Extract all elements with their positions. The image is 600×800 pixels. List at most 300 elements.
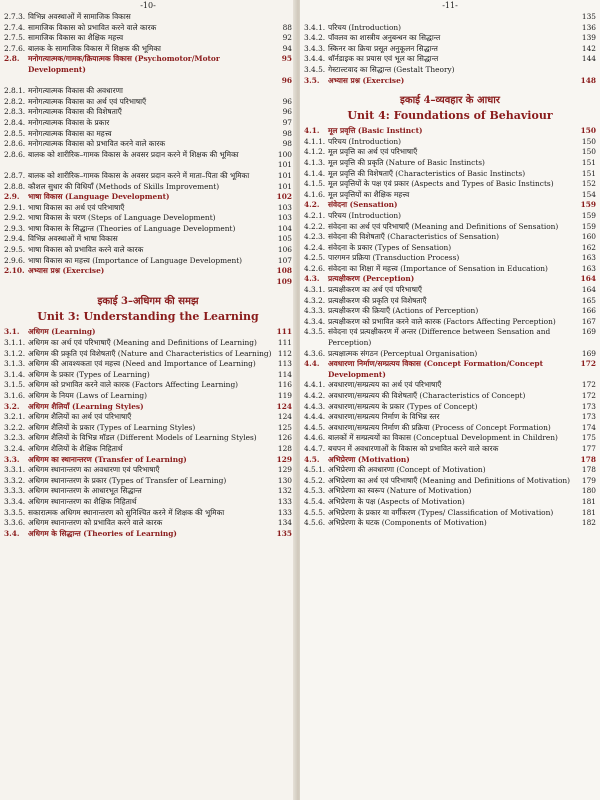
- toc-entry: [4, 245, 292, 256]
- toc-entry-page: 172: [581, 391, 596, 400]
- toc-entry-page: 150: [580, 126, 596, 136]
- toc-entry-title: अभ्यास प्रश्न (Exercise): [28, 266, 105, 276]
- toc-entry: [4, 171, 292, 182]
- toc-entry-number: 3.3.2.: [4, 475, 26, 485]
- toc-entry-title: अभिप्रेरणा के प्रकार या वर्गीकरण (Types/ Classification of Motivation): [328, 507, 554, 517]
- toc-entry-page: 173: [581, 412, 596, 422]
- toc-entry-number: 4.5.4.: [304, 496, 326, 506]
- toc-entry-page: 106: [277, 245, 292, 255]
- toc-entry-title: संवेदना का शिक्षा में महत्त्व (Importance of Sensation in Education): [328, 263, 548, 273]
- toc-entry-title: अभिप्रेरणा के घटक (Components of Motivation): [328, 518, 487, 528]
- toc-entry-number: 4.4.5.: [304, 422, 326, 432]
- toc-entry-title: बालक को शारीरिक–गामक विकास के अवसर प्रदान करने में शिक्षक की भूमिका: [28, 149, 239, 159]
- toc-entry-page: 152: [581, 179, 596, 189]
- toc-entry-title: अवधारणा/सम्प्रत्यय की विशेषताएँ (Characteristics of Concept): [328, 391, 526, 400]
- toc-entry-number: 2.7.4.: [4, 22, 26, 32]
- toc-entry-number: 3.3.3.: [4, 486, 26, 496]
- toc-entry: [4, 234, 292, 245]
- toc-entry-page: 175: [581, 433, 596, 443]
- toc-entry-number: 4.4.: [304, 359, 320, 369]
- toc-entry-title: प्रत्यक्षीकरण को प्रभावित करने वाले कारक (Factors Affecting Perception): [328, 316, 556, 326]
- toc-entry-number: 3.4.2.: [304, 33, 326, 43]
- toc-entry: [304, 349, 596, 360]
- toc-entry-title: अधिगम स्थानान्तरण के आधारभूत सिद्धान्त: [28, 486, 142, 496]
- toc-entry-title: बचपन में अवधारणाओं के विकास को प्रभावित करने वाले कारक: [328, 443, 499, 453]
- toc-entry-page: 130: [277, 475, 292, 485]
- toc-entry: [4, 182, 292, 193]
- toc-entry-number: 4.3.6.: [304, 348, 326, 358]
- toc-entry-number: 3.1.1.: [4, 338, 26, 348]
- toc-entry-number: 4.4.4.: [304, 412, 326, 422]
- toc-entry-title: संवेदना (Sensation): [328, 200, 398, 210]
- toc-entry-title: बालक को शारीरिक–गामक विकास के अवसर प्रदान करने में माता–पिता की भूमिका: [28, 170, 250, 180]
- toc-entry-number: 3.2.1.: [4, 412, 26, 422]
- toc-entry-page: 172: [581, 380, 596, 390]
- toc-entry-page: 104: [277, 223, 292, 233]
- toc-entry: [304, 23, 596, 34]
- toc-entry-title: कौशल सुधार की विधियाँ (Methods of Skills Improvement): [28, 181, 220, 191]
- toc-entry: [4, 476, 292, 487]
- toc-entry-page: 164: [580, 274, 596, 284]
- toc-entry-page: 124: [276, 401, 292, 411]
- toc-entry-number: 3.3.5.: [4, 507, 26, 517]
- toc-entry-page: 167: [581, 316, 596, 326]
- toc-entry-title: अधिगम शैलियों के प्रकार (Types of Learning Styles): [28, 422, 196, 432]
- toc-entry: [304, 317, 596, 328]
- toc-entry-number: 4.4.2.: [304, 391, 326, 400]
- toc-entry-title: भाषा विकास (Language Development): [28, 192, 170, 202]
- toc-entry-title: मनोगत्यात्मक विकास को प्रभावित करने वाले कारक: [28, 139, 166, 149]
- toc-section-heading: [4, 277, 292, 288]
- toc-entry-page: 116: [277, 380, 292, 390]
- toc-entry: [4, 118, 292, 129]
- toc-entry-title: अधिगम की प्रकृति एवं विशेषताएँ (Nature and Characteristics of Learning): [28, 348, 272, 358]
- toc-entry-number: 3.1.4.: [4, 369, 26, 379]
- toc-entry-number: 2.8.3.: [4, 107, 26, 117]
- toc-entry: [304, 285, 596, 296]
- toc-entry: [4, 107, 292, 118]
- toc-entry-page: 133: [277, 496, 292, 506]
- toc-entry-title: प्रत्यक्षीकरण का अर्थ एवं परिभाषाएँ: [328, 285, 422, 295]
- toc-entry-title: बालकों में सम्प्रत्ययों का विकास (Conceptual Development in Children): [328, 433, 558, 443]
- toc-entry-title: संवेदना के प्रकार (Types of Sensation): [328, 242, 452, 252]
- toc-entry: [4, 497, 292, 508]
- toc-entry-title: संवेदना एवं प्रत्यक्षीकरण में अन्तर (Difference between Sensation and Perception): [328, 327, 551, 348]
- toc-entry-page: 134: [277, 518, 292, 528]
- toc-entry-page: 103: [277, 213, 292, 223]
- toc-entry-page: 159: [580, 200, 596, 210]
- toc-entry: [4, 224, 292, 235]
- toc-entry: [4, 518, 292, 529]
- toc-entry-number: 3.4.1.: [304, 22, 326, 32]
- toc-entry-number: 4.4.3.: [304, 401, 326, 411]
- toc-entry: [4, 508, 292, 519]
- toc-entry-title: बालक के सामाजिक विकास में शिक्षक की भूमिका: [28, 43, 161, 53]
- toc-entry-number: 4.3.5.: [304, 327, 326, 337]
- toc-entry: [4, 380, 292, 391]
- toc-entry-number: 4.1.6.: [304, 189, 326, 199]
- toc-entry-number: 2.8.6.: [4, 139, 26, 149]
- toc-entry-title: प्रत्यक्षीकरण की क्रियाएँ (Actions of Perception): [328, 306, 479, 316]
- toc-entry: [4, 23, 292, 34]
- toc-entry-page: 151: [581, 168, 596, 178]
- toc-entry-page: 169: [581, 348, 596, 358]
- toc-entry-number: 2.9.5.: [4, 245, 26, 255]
- toc-entry: [304, 476, 596, 487]
- toc-entry-page: 181: [581, 507, 596, 517]
- toc-entry-title: अवधारणा/सम्प्रत्यय निर्माण की प्रक्रिया (Process of Concept Formation): [328, 422, 551, 432]
- toc-entry: [304, 179, 596, 190]
- toc-entry-number: 4.1.4.: [304, 168, 326, 178]
- toc-entry-page: 96: [282, 96, 292, 106]
- toc-entry: [4, 203, 292, 214]
- toc-entry-title: मूल प्रवृत्तियों के पक्ष एवं प्रकार (Aspects and Types of Basic Instincts): [328, 179, 554, 189]
- toc-entry-title: अधिगम शैलियों के विभिन्न मॉडल (Different Models of Learning Styles): [28, 433, 257, 443]
- toc-entry-title: अभिप्रेरणा का अर्थ एवं परिभाषाएँ (Meaning and Definitions of Motivation): [328, 475, 571, 485]
- toc-entry-page: 111: [277, 338, 292, 348]
- toc-entry-title: अभिप्रेरणा का स्वरूप (Nature of Motivation): [328, 486, 472, 496]
- toc-entry-page: 166: [581, 306, 596, 316]
- toc-entry-page: 163: [581, 263, 596, 273]
- toc-entry-page: 151: [581, 157, 596, 167]
- toc-entry-title: अवधारणा/सम्प्रत्यय का अर्थ एवं परिभाषाएँ: [328, 380, 442, 390]
- toc-entry-title: मनोगत्यात्मक विकास का महत्त्व: [28, 128, 112, 138]
- toc-entry-number: 2.9.1.: [4, 202, 26, 212]
- toc-entry: [4, 139, 292, 150]
- toc-entry-title: संवेदना की विशेषताएँ (Characteristics of Sensation): [328, 232, 500, 242]
- toc-entry-page: 132: [277, 486, 292, 496]
- toc-entry: [304, 306, 596, 317]
- toc-entry-number: 3.3.6.: [4, 518, 26, 528]
- toc-entry-title: मनोगत्यात्मक विकास का अर्थ एवं परिभाषाएँ: [28, 96, 147, 106]
- toc-entry-title: भाषा विकास को प्रभावित करने वाले कारक: [28, 245, 144, 255]
- toc-entry-number: 3.2.4.: [4, 443, 26, 453]
- toc-entry-title: विभिन्न अवस्थाओं में सामाजिक विकास: [28, 12, 131, 21]
- toc-entry: [304, 486, 596, 497]
- toc-list: [0, 12, 296, 287]
- toc-entry-number: 4.5.: [304, 454, 320, 464]
- toc-entry-title: मूल प्रवृत्तियों का शैक्षिक महत्त्व: [328, 189, 410, 199]
- toc-entry: [4, 12, 292, 23]
- toc-entry-number: 4.4.7.: [304, 443, 326, 453]
- toc-entry-page: 180: [581, 486, 596, 496]
- toc-entry-title: अधिगम स्थानान्तरण के प्रकार (Types of Transfer of Learning): [28, 475, 227, 485]
- toc-entry-page: 92: [282, 33, 292, 43]
- toc-entry-number: 3.4.5.: [304, 64, 326, 74]
- toc-entry-page: 178: [580, 454, 596, 464]
- toc-entry-title: अभिप्रेरणा (Motivation): [328, 454, 410, 464]
- toc-entry: [4, 338, 292, 349]
- toc-entry-number: 2.8.1.: [4, 86, 26, 96]
- toc-entry-number: 3.2.3.: [4, 433, 26, 443]
- toc-entry-number: 3.4.3.: [304, 43, 326, 53]
- toc-entry-title: अभिप्रेरणा के पक्ष (Aspects of Motivation): [328, 496, 465, 506]
- toc-entry-title: भाषा विकास का महत्त्व (Importance of Language Development): [28, 255, 243, 265]
- toc-entry-number: 2.8.7.: [4, 170, 26, 180]
- toc-section-heading: [4, 529, 292, 540]
- toc-entry-number: 2.8.5.: [4, 128, 26, 138]
- toc-entry-page: 129: [276, 454, 292, 464]
- toc-section-heading: [304, 76, 596, 87]
- toc-entry-number: 4.2.: [304, 200, 320, 210]
- toc-entry-page: 88: [282, 22, 292, 32]
- toc-entry-page: 97: [282, 117, 292, 127]
- toc-entry-number: 4.1.5.: [304, 179, 326, 189]
- toc-entry-page: 133: [277, 507, 292, 517]
- toc-entry: [304, 264, 596, 275]
- toc-entry: [304, 465, 596, 476]
- toc-entry-title: सकारात्मक अधिगम स्थानान्तरण को सुनिश्चित करने में शिक्षक की भूमिका: [28, 507, 225, 517]
- toc-entry-title: गेस्टाल्टवाद का सिद्धान्त (Gestalt Theory): [328, 64, 455, 74]
- toc-entry-page: 109: [276, 276, 292, 286]
- toc-entry-page: 98: [282, 128, 292, 138]
- toc-entry-page: 111: [276, 327, 292, 337]
- toc-entry-page: 95: [281, 54, 292, 64]
- toc-entry-title: मूल प्रवृत्ति की प्रकृति (Nature of Basic Instincts): [328, 157, 485, 167]
- toc-entry-title: सामाजिक विकास का शैक्षिक महत्त्व: [28, 33, 124, 43]
- toc-entry-title: मनोगत्यात्मक विकास के प्रकार: [28, 117, 110, 127]
- toc-entry: [304, 253, 596, 264]
- toc-entry-number: 3.4.4.: [304, 54, 326, 64]
- toc-section-heading: [304, 200, 596, 211]
- toc-entry-page: 179: [581, 475, 596, 485]
- toc-entry-number: 4.5.1.: [304, 465, 326, 475]
- toc-entry-title: अधिगम के सिद्धान्त (Theories of Learning): [28, 528, 177, 538]
- toc-entry-page: 105: [277, 234, 292, 244]
- toc-entry-number: 4.5.5.: [304, 507, 326, 517]
- toc-entry-number: 3.3.1.: [4, 465, 26, 475]
- toc-entry-title: अधिगम के प्रकार (Types of Learning): [28, 369, 150, 379]
- toc-entry-number: 2.8.2.: [4, 96, 26, 106]
- toc-entry-page: 101: [277, 181, 292, 191]
- toc-entry: [304, 222, 596, 233]
- toc-entry-title: अधिगम के नियम (Laws of Learning): [28, 391, 148, 400]
- chapter-title-english: Unit 4: Foundations of Behaviour: [347, 109, 553, 123]
- toc-entry-title: मूल प्रवृत्ति की विशेषताएँ (Characteristics of Basic Instincts): [328, 168, 526, 178]
- toc-entry-page: 178: [581, 465, 596, 475]
- toc-entry-number: 3.5.: [304, 75, 320, 85]
- toc-entry-number: 3.1.6.: [4, 391, 26, 400]
- page-number: -11-: [442, 1, 458, 10]
- toc-entry-title: अधिगम शैलियों के शैक्षिक निहितार्थ: [28, 443, 123, 453]
- toc-list: [300, 126, 600, 529]
- toc-entry-page: 159: [581, 210, 596, 220]
- toc-entry-title: स्किनर का क्रिया प्रसूत अनुकूलन सिद्धान्त: [328, 43, 438, 53]
- toc-entry-number: 4.4.6.: [304, 433, 326, 443]
- toc-entry-number: 4.5.6.: [304, 518, 326, 528]
- toc-entry-title: मनोगत्यात्मक विकास की अवधारणा: [28, 86, 123, 96]
- toc-entry-number: 2.8.: [4, 54, 20, 64]
- left-page: [0, 0, 296, 800]
- toc-entry-number: 2.8.4.: [4, 117, 26, 127]
- toc-entry-page: 113: [277, 359, 292, 369]
- toc-entry-number: 4.1.1.: [304, 136, 326, 146]
- toc-entry-number: 2.7.3.: [4, 12, 26, 21]
- toc-entry-page: 177: [581, 443, 596, 453]
- toc-entry-number: 2.9.: [4, 192, 20, 202]
- toc-entry-page: 102: [276, 192, 292, 202]
- toc-entry-number: 2.9.6.: [4, 255, 26, 265]
- toc-entry-page: 142: [581, 43, 596, 53]
- toc-section-heading: [4, 327, 292, 338]
- toc-entry: [304, 147, 596, 158]
- toc-entry: [304, 243, 596, 254]
- toc-entry-page: 98: [282, 139, 292, 149]
- toc-entry-page: 165: [581, 295, 596, 305]
- toc-entry-page: 173: [581, 401, 596, 411]
- toc-entry-page: 107: [277, 255, 292, 265]
- toc-entry-page: 163: [581, 253, 596, 263]
- toc-entry-page: 150: [581, 147, 596, 157]
- toc-entry: [4, 86, 292, 97]
- toc-entry-page: 112: [277, 348, 292, 358]
- toc-entry-number: 3.3.4.: [4, 496, 26, 506]
- toc-entry-page: 119: [277, 391, 292, 400]
- toc-entry-number: 3.1.: [4, 327, 20, 337]
- toc-list: [0, 327, 296, 539]
- toc-entry-number: 2.7.5.: [4, 33, 26, 43]
- toc-entry-page: 148: [580, 75, 596, 85]
- toc-entry-title: भाषा विकास के सिद्धान्त (Theories of Language Development): [28, 223, 236, 233]
- toc-entry: [304, 412, 596, 423]
- toc-entry-number: 4.4.1.: [304, 380, 326, 390]
- toc-entry-number: 2.9.2.: [4, 213, 26, 223]
- toc-entry: [304, 44, 596, 55]
- toc-entry: [4, 33, 292, 44]
- toc-entry-page: 172: [580, 359, 596, 369]
- toc-entry-page: 182: [581, 518, 596, 528]
- toc-entry: [304, 137, 596, 148]
- toc-entry-number: 3.2.2.: [4, 422, 26, 432]
- toc-entry-number: 4.5.2.: [304, 475, 326, 485]
- toc-section-heading: [4, 54, 292, 75]
- right-page: [300, 0, 600, 800]
- toc-entry: [4, 433, 292, 444]
- toc-entry-number: 3.1.5.: [4, 380, 26, 390]
- toc-entry-page: 164: [581, 285, 596, 295]
- toc-entry-title: विभिन्न अवस्थाओं में भाषा विकास: [28, 234, 118, 244]
- toc-entry-title: प्रत्यक्षीकरण की प्रकृति एवं विशेषताएँ: [328, 295, 427, 305]
- toc-section-heading: [304, 126, 596, 137]
- toc-entry-title: पॉवलव का शास्त्रीय अनुबन्धन का सिद्धान्त: [328, 33, 441, 43]
- toc-entry-page: 96: [282, 107, 292, 117]
- toc-entry-page: 150: [581, 136, 596, 146]
- toc-entry: [304, 296, 596, 307]
- toc-entry-title: अधिगम शैलियों का अर्थ एवं परिभाषाएँ: [28, 412, 132, 422]
- toc-entry-number: 4.2.3.: [304, 232, 326, 242]
- toc-entry-page: 114: [277, 369, 292, 379]
- toc-entry: [4, 213, 292, 224]
- toc-entry: [4, 412, 292, 423]
- toc-entry-page: 159: [581, 221, 596, 231]
- toc-entry: [304, 169, 596, 180]
- toc-entry-number: 3.3.: [4, 454, 20, 464]
- toc-entry-number: 4.2.5.: [304, 253, 326, 263]
- toc-entry-title: परिचय (Introduction): [328, 210, 402, 220]
- toc-entry-title: प्रत्यक्षीकरण (Perception): [328, 274, 415, 284]
- toc-entry-title: परिचय (Introduction): [328, 136, 402, 146]
- toc-entry: [304, 423, 596, 434]
- toc-entry-title: अवधारणा/सम्प्रत्यय के प्रकार (Types of Concept): [328, 401, 478, 411]
- toc-entry-page: 129: [277, 465, 292, 475]
- toc-entry: [4, 256, 292, 267]
- toc-entry-title: प्रत्यक्षात्मक संगठन (Perceptual Organisation): [328, 348, 478, 358]
- toc-entry-title: अवधारणा/सम्प्रत्यय निर्माण के विभिन्न स्तर: [328, 412, 440, 422]
- toc-entry-number: 4.2.1.: [304, 210, 326, 220]
- toc-entry-title: अधिगम स्थानान्तरण का शैक्षिक निहितार्थ: [28, 496, 137, 506]
- toc-entry: [4, 444, 292, 455]
- toc-entry-number: 4.1.: [304, 126, 320, 136]
- toc-section-heading: [4, 266, 292, 277]
- toc-section-heading: [4, 192, 292, 203]
- toc-entry: [304, 433, 596, 444]
- toc-entry: [4, 391, 292, 402]
- toc-entry-number: 4.5.3.: [304, 486, 326, 496]
- toc-entry: [4, 44, 292, 55]
- toc-entry-number: 2.8.6.: [4, 149, 26, 159]
- toc-entry-number: 4.2.6.: [304, 263, 326, 273]
- toc-entry-number: 4.3.4.: [304, 316, 326, 326]
- toc-entry-page: 135: [276, 528, 292, 538]
- toc-entry-title: संवेदना का अर्थ एवं परिभाषाएँ (Meaning and Definitions of Sensation): [328, 221, 559, 231]
- toc-entry-title: पारगमन प्रक्रिया (Transduction Process): [328, 253, 460, 263]
- toc-entry: [4, 349, 292, 360]
- toc-entry-title: अधिगम (Learning): [28, 327, 96, 337]
- page-number: -10-: [140, 1, 156, 10]
- toc-entry-number: 3.2.: [4, 401, 20, 411]
- toc-entry: [4, 359, 292, 370]
- toc-entry-page: 101: [277, 160, 292, 170]
- toc-entry-page: 108: [276, 266, 292, 276]
- toc-entry-title: भाषा विकास के चरण (Steps of Language Development): [28, 213, 216, 223]
- toc-entry-number: 2.8.8.: [4, 181, 26, 191]
- toc-entry-title: अधिगम का अर्थ एवं परिभाषाएँ (Meaning and Definitions of Learning): [28, 338, 257, 348]
- chapter-title-hindi: इकाई 4–व्यवहार के आधार: [400, 95, 500, 107]
- toc-entry-page: 162: [581, 242, 596, 252]
- toc-entry: [304, 54, 596, 65]
- toc-entry-number: 3.1.2.: [4, 348, 26, 358]
- chapter-title-english: Unit 3: Understanding the Learning: [37, 310, 259, 324]
- toc-entry-number: 2.10.: [4, 266, 25, 276]
- toc-entry-title: अधिगम का स्थानान्तरण (Transfer of Learning): [28, 454, 187, 464]
- toc-entry: [4, 97, 292, 108]
- toc-entry-number: 4.3.1.: [304, 285, 326, 295]
- toc-entry-page: 154: [581, 189, 596, 199]
- toc-entry-number: 4.1.3.: [304, 157, 326, 167]
- toc-entry-page: 136: [581, 22, 596, 32]
- toc-entry: [304, 391, 596, 402]
- toc-section-heading: [304, 274, 596, 285]
- toc-entry-title: परिचय (Introduction): [328, 22, 402, 32]
- toc-entry: [304, 65, 596, 76]
- toc-entry: [4, 486, 292, 497]
- toc-entry-page: 125: [277, 422, 292, 432]
- toc-entry-title: अभिप्रेरणा की अवधारणा (Concept of Motivation): [328, 465, 486, 475]
- toc-entry: [304, 497, 596, 508]
- chapter-title-hindi: इकाई 3–अधिगम की समझ: [97, 296, 199, 308]
- toc-entry: [304, 508, 596, 519]
- toc-entry: [304, 211, 596, 222]
- toc-entry-title: अधिगम स्थानान्तरण का अवधारणा एवं परिभाषाएँ: [28, 465, 160, 475]
- toc-entry: [304, 12, 596, 23]
- toc-entry: [4, 150, 292, 161]
- toc-entry-page: 174: [581, 422, 596, 432]
- toc-entry-page: 96: [281, 75, 292, 85]
- toc-section-heading: [4, 76, 292, 87]
- toc-entry-page: 144: [581, 54, 596, 64]
- toc-entry: [4, 465, 292, 476]
- toc-section-heading: [304, 455, 596, 466]
